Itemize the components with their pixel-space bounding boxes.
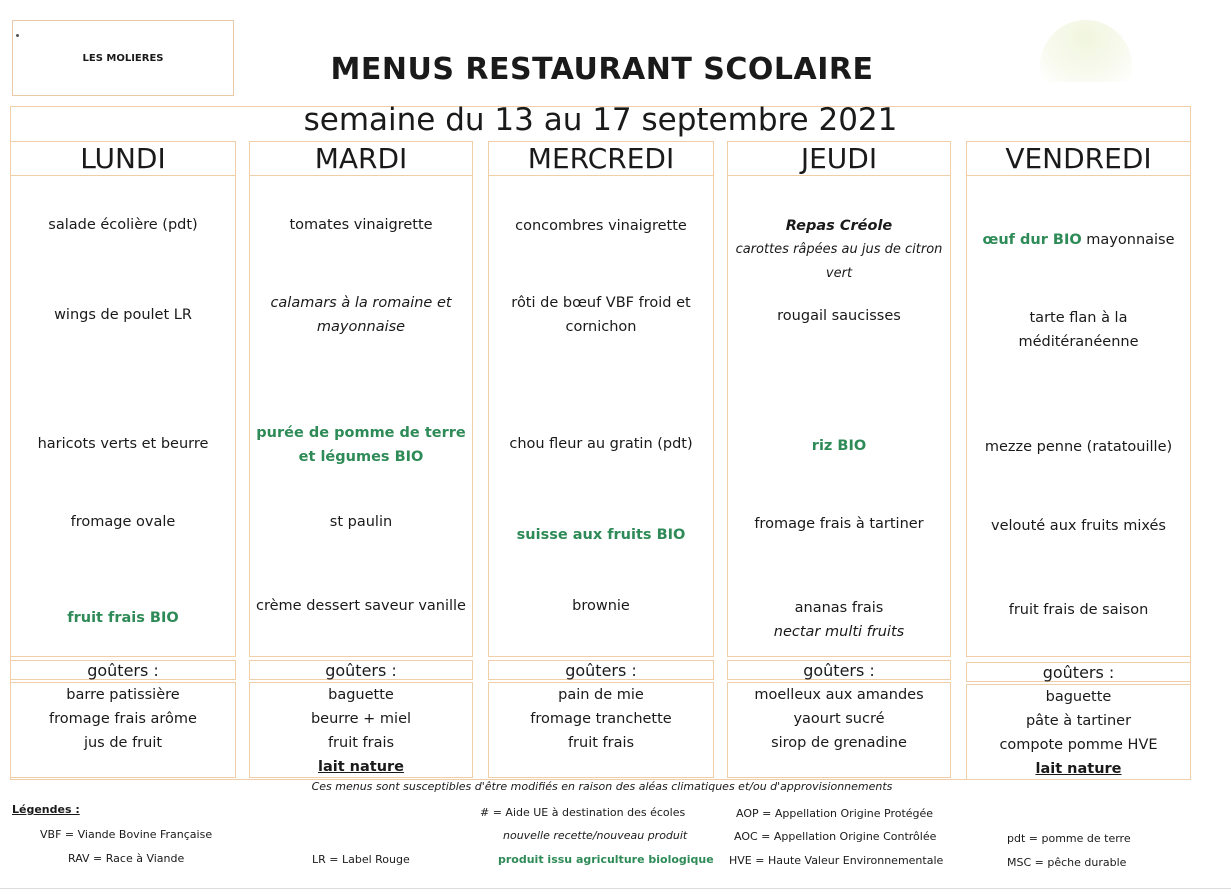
day-menu-lundi [10, 175, 236, 657]
menu-item: ananas frais [794, 600, 884, 616]
legend-pdt: pdt = pomme de terre [1007, 832, 1131, 845]
menu-item: fruit frais de saison [1008, 602, 1149, 618]
menu-item: tarte flan à la méditéranéenne [1018, 310, 1139, 350]
menu-item-bio: suisse aux fruits BIO [516, 527, 686, 543]
legend-aop: AOP = Appellation Origine Protégée [736, 807, 934, 820]
menu-item: rougail saucisses [777, 308, 901, 324]
gouter-item: fromage frais arôme [49, 711, 197, 727]
legend-title: Légendes : [12, 803, 80, 816]
bottom-divider [0, 888, 1231, 889]
disclaimer-note: Ces menus sont susceptibles d'être modifiés en raison des aléas climatiques et/ou d'approvisionnements [311, 780, 893, 793]
gouter-item: pâte à tartiner [1025, 713, 1132, 729]
legend-nouvelle: nouvelle recette/nouveau produit [503, 829, 688, 842]
legend-aide: # = Aide UE à destination des écoles [480, 806, 686, 819]
gouter-item: beurre + miel [310, 711, 412, 727]
day-header-mercredi: MERCREDI [488, 141, 714, 175]
menu-item: concombres vinaigrette [515, 218, 687, 234]
menu-item-bio: fruit frais BIO [67, 610, 179, 626]
menu-item-bio: œuf dur BIO [982, 232, 1082, 248]
day-menu-mercredi [488, 175, 714, 657]
gouter-mercredi [488, 682, 714, 778]
menu-item: tomates vinaigrette [289, 217, 433, 233]
gouter-item: jus de fruit [83, 735, 163, 751]
menu-item: crème dessert saveur vanille [256, 598, 466, 614]
legend-msc: MSC = pêche durable [1007, 856, 1127, 869]
legend-bio: produit issu agriculture biologique [498, 853, 714, 866]
legend-hve: HVE = Haute Valeur Environnementale [729, 854, 944, 867]
gouter-item: fruit frais [327, 735, 395, 751]
menu-item [967, 228, 1190, 252]
gouter-lundi [10, 682, 236, 778]
menu-item: calamars à la romaine et mayonnaise [270, 295, 452, 335]
day-header-jeudi: JEUDI [727, 141, 951, 175]
gouter-item: lait nature [317, 759, 405, 775]
gouter-header-lundi: goûters : [10, 660, 236, 680]
day-menu-mardi [249, 175, 473, 657]
gouter-jeudi [727, 682, 951, 778]
gouter-item: pain de mie [558, 687, 644, 703]
menu-item: haricots verts et beurre [37, 436, 209, 452]
gouter-item: fromage tranchette [530, 711, 672, 727]
gouter-mardi [249, 682, 473, 778]
menu-item: fromage ovale [70, 514, 176, 530]
menu-item: rôti de bœuf VBF froid et cornichon [511, 295, 691, 335]
menu-item: carottes râpées au jus de citron vert [735, 242, 943, 281]
menu-item-bio: purée de pomme de terre et légumes BIO [256, 425, 466, 465]
gouter-item: yaourt sucré [793, 711, 885, 727]
menu-item: chou fleur au gratin (pdt) [509, 436, 693, 452]
gouter-item: sirop de grenadine [771, 735, 907, 751]
day-header-lundi: LUNDI [10, 141, 236, 175]
legend-rav: RAV = Race à Viande [68, 852, 185, 865]
legend-vbf: VBF = Viande Bovine Française [40, 828, 213, 841]
gouter-item: baguette [1045, 689, 1112, 705]
menu-item: mezze penne (ratatouille) [984, 439, 1173, 455]
menu-item: velouté aux fruits mixés [991, 518, 1166, 534]
day-header-vendredi: VENDREDI [966, 141, 1191, 175]
gouter-item: lait nature [1035, 761, 1122, 777]
menu-item: fromage frais à tartiner [754, 516, 924, 532]
menu-item-theme: Repas Créole [785, 218, 893, 234]
legend-lr: LR = Label Rouge [312, 853, 410, 866]
menu-item-bio: riz BIO [811, 438, 867, 454]
gouter-vendredi [966, 684, 1191, 780]
legend-aoc: AOC = Appellation Origine Contrôlée [734, 830, 937, 843]
gouter-header-jeudi: goûters : [727, 660, 951, 680]
gouter-item: barre patissière [66, 687, 180, 703]
page-title: MENUS RESTAURANT SCOLAIRE [330, 52, 874, 87]
day-menu-vendredi [966, 175, 1191, 657]
gouter-header-mercredi: goûters : [488, 660, 714, 680]
menu-item: salade écolière (pdt) [48, 217, 198, 233]
gouter-item: baguette [328, 687, 394, 703]
school-name: LES MOLIERES [12, 20, 234, 96]
menu-item-sauce: mayonnaise [1086, 232, 1175, 248]
menu-item: wings de poulet LR [54, 307, 192, 323]
menu-item: st paulin [329, 514, 393, 530]
day-header-mardi: MARDI [249, 141, 473, 175]
gouter-item: compote pomme HVE [999, 737, 1158, 753]
gouter-item: fruit frais [567, 735, 635, 751]
gouter-item: moelleux aux amandes [754, 687, 924, 703]
day-menu-jeudi [727, 175, 951, 657]
menu-item: nectar multi fruits [773, 624, 905, 640]
gouter-header-vendredi: goûters : [966, 662, 1191, 682]
week-title: semaine du 13 au 17 septembre 2021 [303, 102, 898, 138]
menu-item: brownie [572, 598, 630, 614]
gouter-header-mardi: goûters : [249, 660, 473, 680]
